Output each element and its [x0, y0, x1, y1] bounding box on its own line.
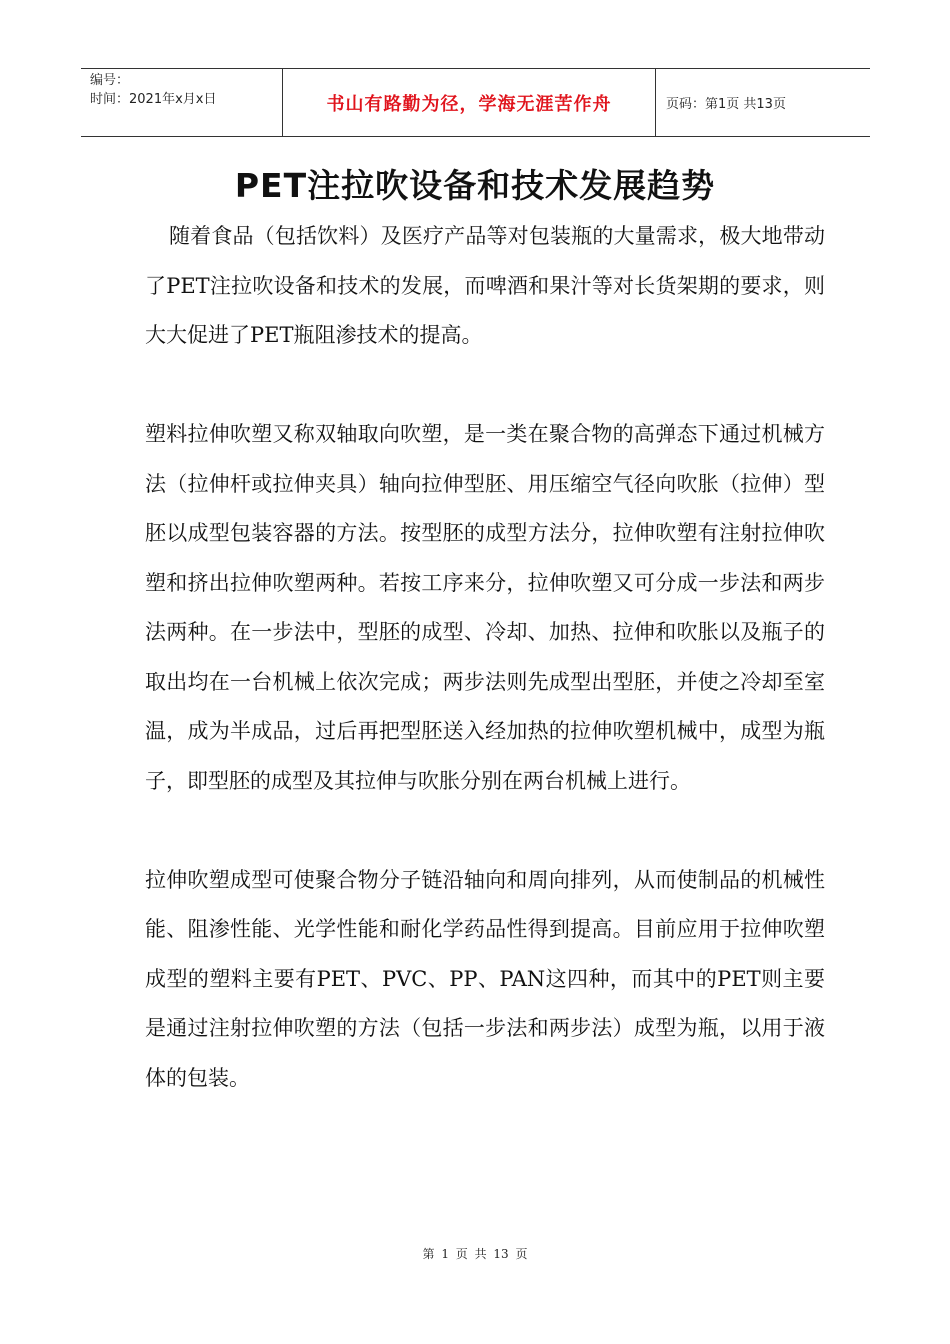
number-label: 编号： [90, 73, 130, 88]
document-title: PET注拉吹设备和技术发展趋势 [234, 166, 716, 205]
paragraph-gap [145, 361, 825, 411]
document-header [81, 68, 870, 137]
paragraph-stretch-blow: 塑料拉伸吹塑又称双轴取向吹塑，是一类在聚合物的高弹态下通过机械方法（拉伸杆或拉伸夹具）轴向拉伸型胚、用压缩空气径向吹胀（拉伸）型胚以成型包装容器的方法。按型胚的成型方法分，拉伸吹塑有注射拉伸吹塑和挤出拉伸吹塑两种。若按工序来分，拉伸吹塑又可分成一步法和两步法两种。在一步法中，型胚的成型、冷却、加热、拉伸和吹胀以及瓶子的取出均在一台机械上依次完成；两步法则先成型出型胚，并使之冷却至室温，成为半成品，过后再把型胚送入经加热的拉伸吹塑机械中，成型为瓶子，即型胚的成型及其拉伸与吹胀分别在两台机械上进行。 [145, 422, 825, 793]
page-footer: 第 1 页 共 13 页 [422, 1247, 528, 1261]
paragraph-intro: 随着食品（包括饮料）及医疗产品等对包装瓶的大量需求，极大地带动了PET注拉吹设备和技术的发展，而啤酒和果汁等对长货架期的要求，则大大促进了PET瓶阻渗技术的提高。 [145, 224, 825, 347]
header-page-code: 页码：第1页 共13页 [666, 97, 786, 112]
time-label: 时间：2021年x月x日 [90, 92, 217, 107]
document-body [145, 212, 825, 1103]
header-motto: 书山有路勤为径，学海无涯苦作舟 [283, 69, 656, 136]
header-meta [81, 69, 283, 136]
paragraph-gap [145, 806, 825, 856]
paragraph-materials: 拉伸吹塑成型可使聚合物分子链沿轴向和周向排列，从而使制品的机械性能、阻渗性能、光学性能和耐化学药品性得到提高。目前应用于拉伸吹塑成型的塑料主要有PET、PVC、PP、PAN这四种，而其中的PET则主要是通过注射拉伸吹塑的方法（包括一步法和两步法）成型为瓶，以用于液体的包装。 [145, 867, 825, 1090]
